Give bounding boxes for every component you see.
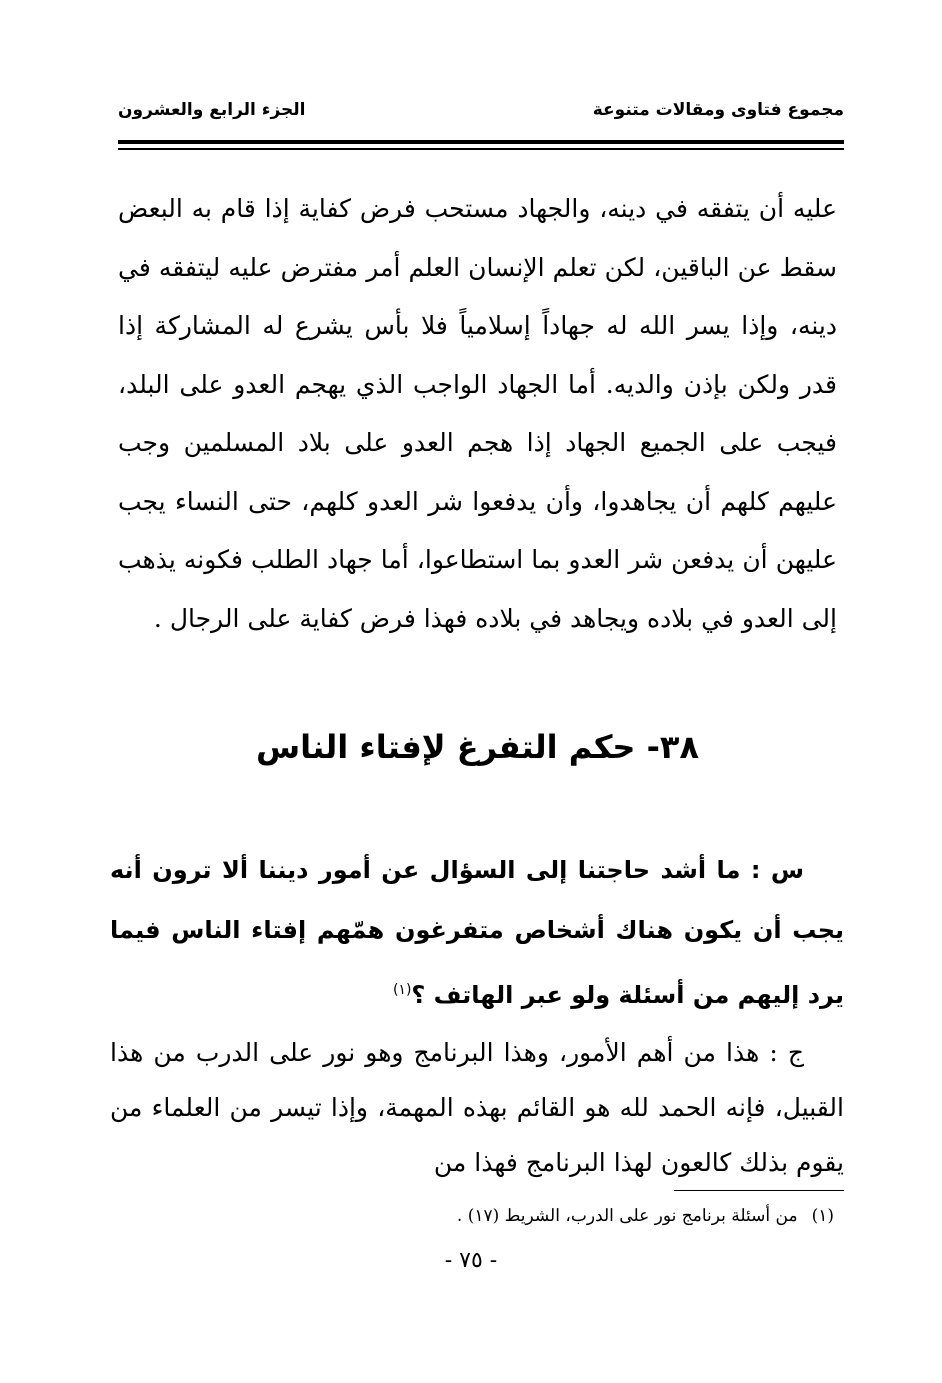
question-body: س : ما أشد حاجتنا إلى السؤال عن أمور ديننا ألا ترون أنه يجب أن يكون هناك أشخاص متفرغون همّهم إفتاء الناس فيما يرد إليهم من أسئلة ولو عبر الهاتف ؟	[110, 856, 844, 1009]
answer-text: ج : هذا من أهم الأمور، وهذا البرنامج وهو نور على الدرب من هذا القبيل، فإنه الحمد لله هو القائم بهذه المهمة، وإذا تيسر من العلماء من يقوم بذلك كالعون لهذا البرنامج فهذا من	[110, 1038, 844, 1177]
header-rule-thick	[118, 140, 844, 144]
body-paragraph: عليه أن يتفقه في دينه، والجهاد مستحب فرض كفاية إذا قام به البعض سقط عن الباقين، لكن تعلم الإنسان العلم أمر مفترض عليه ليتفقه في دينه، وإذا يسر الله له جهاداً إسلامياً فلا بأس يشرع له المشاركة إذا قدر ولكن بإذن والديه. أما الجهاد الواجب الذي يهجم العدو على البلد، فيجب على الجميع الجهاد إذا هجم العدو على بلاد المسلمين وجب عليهم كلهم أن يجاهدوا، وأن يدفعوا شر العدو كلهم، حتى النساء يجب عليهن أن يدفعن شر العدو بما استطاعوا، أما جهاد الطلب فكونه يذهب إلى العدو في بلاده ويجاهد في بلاده فهذا فرض كفاية على الرجال .	[118, 194, 837, 633]
header-book-title: مجموع فتاوى ومقالات متنوعة	[592, 100, 844, 120]
header-rule-thin	[118, 148, 844, 150]
footnote-text: من أسئلة برنامج نور على الدرب، الشريط (١٧) .	[456, 1206, 798, 1226]
footnote-separator	[674, 1190, 844, 1191]
page-number: - ٧٥ -	[444, 1248, 498, 1273]
footnote-number: (١)	[811, 1206, 834, 1226]
section-heading: ٣٨- حكم التفرغ لإفتاء الناس	[256, 728, 699, 766]
header-volume-title: الجزء الرابع والعشرون	[118, 100, 306, 120]
footnote	[118, 1204, 834, 1228]
footnote-reference: (١)	[392, 982, 412, 998]
running-header	[118, 100, 844, 140]
question-answer	[110, 840, 844, 1190]
question-text	[110, 840, 844, 1025]
body-text	[118, 180, 837, 648]
